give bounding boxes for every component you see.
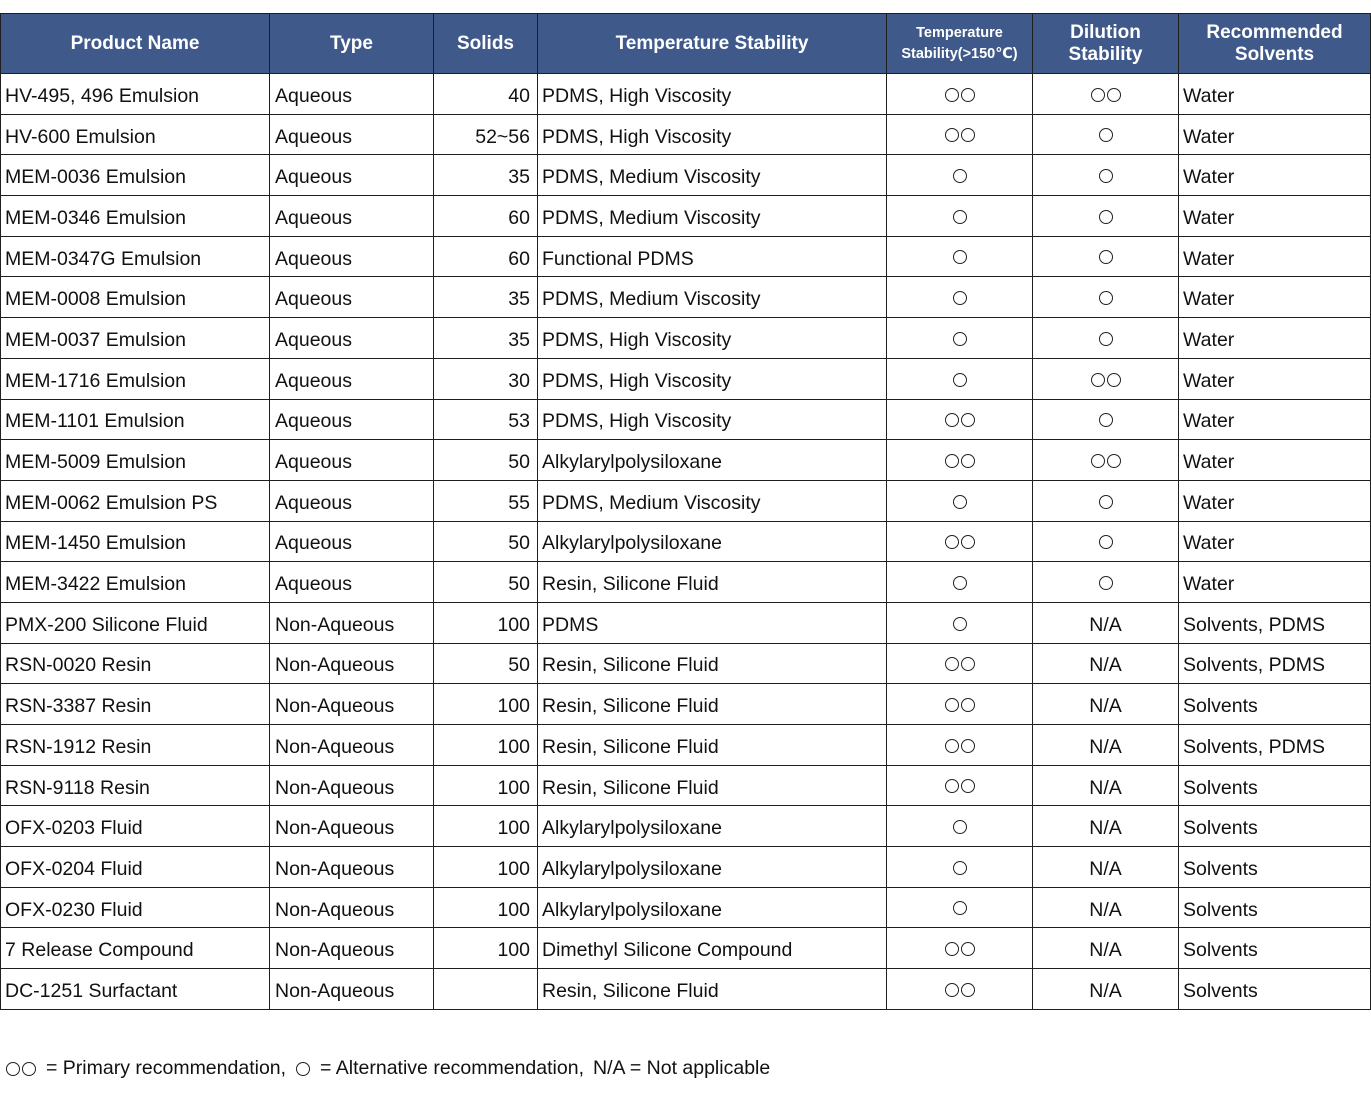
cell-type: Aqueous	[270, 440, 434, 481]
primary-recommendation-icon	[944, 980, 976, 1002]
cell-type: Aqueous	[270, 318, 434, 359]
cell-temp-stability-150	[887, 928, 1033, 969]
circle-icon	[961, 128, 975, 142]
cell-product-name: PMX-200 Silicone Fluid	[1, 602, 270, 643]
cell-temp-stability-150	[887, 684, 1033, 725]
cell-solids: 50	[434, 521, 538, 562]
cell-dilution-stability	[1033, 74, 1179, 115]
cell-type: Aqueous	[270, 480, 434, 521]
cell-recommended-solvents: Solvents	[1179, 887, 1371, 928]
cell-temp-stability-150	[887, 765, 1033, 806]
cell-product-name: MEM-0347G Emulsion	[1, 236, 270, 277]
cell-dilution-stability	[1033, 440, 1179, 481]
cell-product-name: RSN-1912 Resin	[1, 725, 270, 766]
circle-icon	[961, 779, 975, 793]
cell-dilution-stability	[1033, 155, 1179, 196]
primary-recommendation-icon	[944, 532, 976, 554]
cell-product-name: MEM-0036 Emulsion	[1, 155, 270, 196]
cell-dilution-stability	[1033, 277, 1179, 318]
cell-temperature-stability: PDMS, High Viscosity	[538, 318, 887, 359]
table-row	[1, 480, 1371, 521]
legend-primary-text: = Primary recommendation,	[46, 1057, 287, 1079]
primary-recommendation-icon	[944, 410, 976, 432]
cell-type: Aqueous	[270, 399, 434, 440]
alternative-recommendation-icon	[952, 573, 968, 595]
circle-icon	[945, 535, 959, 549]
circle-icon	[1099, 535, 1113, 549]
alternative-recommendation-icon	[1098, 410, 1114, 432]
alternative-recommendation-icon	[952, 248, 968, 270]
cell-product-name: OFX-0230 Fluid	[1, 887, 270, 928]
cell-temp-stability-150	[887, 887, 1033, 928]
cell-dilution-stability	[1033, 196, 1179, 237]
cell-temp-stability-150	[887, 440, 1033, 481]
cell-recommended-solvents: Solvents	[1179, 847, 1371, 888]
circle-icon	[945, 657, 959, 671]
circle-icon	[1099, 169, 1113, 183]
cell-dilution-stability: N/A	[1033, 969, 1179, 1010]
cell-temperature-stability: PDMS, Medium Viscosity	[538, 155, 887, 196]
table-row	[1, 765, 1371, 806]
cell-solids: 60	[434, 196, 538, 237]
alternative-recommendation-icon	[1098, 573, 1114, 595]
cell-product-name: MEM-1716 Emulsion	[1, 358, 270, 399]
alternative-recommendation-icon	[952, 166, 968, 188]
circle-icon	[953, 820, 967, 834]
cell-product-name: RSN-0020 Resin	[1, 643, 270, 684]
cell-temperature-stability: PDMS, High Viscosity	[538, 114, 887, 155]
table-row	[1, 562, 1371, 603]
cell-recommended-solvents: Water	[1179, 399, 1371, 440]
table-row	[1, 643, 1371, 684]
cell-solids: 60	[434, 236, 538, 277]
cell-temperature-stability: PDMS, Medium Viscosity	[538, 277, 887, 318]
primary-recommendation-icon	[944, 939, 976, 961]
cell-recommended-solvents: Solvents	[1179, 806, 1371, 847]
alternative-recommendation-icon	[952, 492, 968, 514]
primary-recommendation-icon	[1090, 451, 1122, 473]
cell-temperature-stability: Resin, Silicone Fluid	[538, 969, 887, 1010]
circle-icon	[945, 454, 959, 468]
cell-solids: 100	[434, 602, 538, 643]
table-row	[1, 277, 1371, 318]
header-solvents-line1: Recommended	[1206, 21, 1343, 43]
cell-type: Aqueous	[270, 114, 434, 155]
cell-product-name: DC-1251 Surfactant	[1, 969, 270, 1010]
primary-recommendation-icon	[944, 126, 976, 148]
cell-temperature-stability: Alkylarylpolysiloxane	[538, 521, 887, 562]
alternative-recommendation-icon	[952, 370, 968, 392]
circle-icon	[1091, 88, 1105, 102]
cell-recommended-solvents: Water	[1179, 74, 1371, 115]
cell-temperature-stability: Alkylarylpolysiloxane	[538, 887, 887, 928]
circle-icon	[961, 535, 975, 549]
primary-recommendation-icon	[944, 654, 976, 676]
cell-type: Aqueous	[270, 358, 434, 399]
circle-icon	[953, 617, 967, 631]
cell-temp-stability-150	[887, 725, 1033, 766]
cell-recommended-solvents: Water	[1179, 114, 1371, 155]
table-row	[1, 114, 1371, 155]
circle-icon	[1107, 88, 1121, 102]
table-row	[1, 887, 1371, 928]
table-row	[1, 399, 1371, 440]
cell-type: Aqueous	[270, 521, 434, 562]
circle-icon	[1099, 291, 1113, 305]
cell-type: Aqueous	[270, 236, 434, 277]
legend	[5, 1057, 770, 1080]
cell-recommended-solvents: Water	[1179, 521, 1371, 562]
circle-icon	[953, 250, 967, 264]
circle-icon	[953, 332, 967, 346]
table-row	[1, 928, 1371, 969]
alternative-recommendation-icon	[952, 329, 968, 351]
cell-recommended-solvents: Water	[1179, 562, 1371, 603]
cell-temperature-stability: PDMS, High Viscosity	[538, 399, 887, 440]
circle-icon	[961, 413, 975, 427]
cell-temperature-stability: Resin, Silicone Fluid	[538, 562, 887, 603]
circle-icon	[953, 495, 967, 509]
cell-recommended-solvents: Water	[1179, 440, 1371, 481]
alternative-recommendation-icon	[1098, 248, 1114, 270]
circle-icon	[945, 942, 959, 956]
primary-recommendation-icon	[944, 777, 976, 799]
table-row	[1, 521, 1371, 562]
cell-dilution-stability	[1033, 318, 1179, 359]
primary-recommendation-icon	[944, 451, 976, 473]
primary-recommendation-icon	[1090, 85, 1122, 107]
cell-dilution-stability: N/A	[1033, 725, 1179, 766]
cell-temperature-stability: Resin, Silicone Fluid	[538, 765, 887, 806]
cell-temperature-stability: Alkylarylpolysiloxane	[538, 440, 887, 481]
circle-icon	[945, 88, 959, 102]
cell-type: Non-Aqueous	[270, 765, 434, 806]
circle-icon	[1099, 413, 1113, 427]
header-row	[1, 14, 1371, 74]
cell-temp-stability-150	[887, 318, 1033, 359]
alternative-recommendation-icon	[952, 899, 968, 921]
cell-temp-stability-150	[887, 969, 1033, 1010]
circle-icon	[953, 291, 967, 305]
alternative-recommendation-icon	[1098, 492, 1114, 514]
cell-temp-stability-150	[887, 806, 1033, 847]
cell-product-name: MEM-0062 Emulsion PS	[1, 480, 270, 521]
cell-dilution-stability: N/A	[1033, 928, 1179, 969]
cell-temp-stability-150	[887, 155, 1033, 196]
cell-recommended-solvents: Water	[1179, 196, 1371, 237]
cell-type: Non-Aqueous	[270, 928, 434, 969]
cell-temp-stability-150	[887, 358, 1033, 399]
legend-primary-symbol	[5, 1057, 37, 1080]
cell-dilution-stability	[1033, 399, 1179, 440]
cell-solids: 100	[434, 806, 538, 847]
circle-icon	[953, 576, 967, 590]
cell-solids: 35	[434, 277, 538, 318]
circle-icon	[961, 698, 975, 712]
cell-temperature-stability: Functional PDMS	[538, 236, 887, 277]
cell-dilution-stability: N/A	[1033, 765, 1179, 806]
cell-solids: 50	[434, 562, 538, 603]
cell-temperature-stability: Resin, Silicone Fluid	[538, 643, 887, 684]
cell-recommended-solvents: Solvents	[1179, 765, 1371, 806]
cell-product-name: HV-495, 496 Emulsion	[1, 74, 270, 115]
circle-icon	[22, 1062, 36, 1076]
cell-product-name: MEM-1450 Emulsion	[1, 521, 270, 562]
table-row	[1, 358, 1371, 399]
cell-recommended-solvents: Solvents	[1179, 684, 1371, 725]
table-row	[1, 196, 1371, 237]
cell-product-name: MEM-0008 Emulsion	[1, 277, 270, 318]
circle-icon	[961, 454, 975, 468]
cell-recommended-solvents: Solvents, PDMS	[1179, 725, 1371, 766]
cell-recommended-solvents: Water	[1179, 277, 1371, 318]
alternative-recommendation-icon	[1098, 329, 1114, 351]
header-type: Type	[270, 14, 434, 74]
circle-icon	[945, 698, 959, 712]
table-row	[1, 155, 1371, 196]
cell-type: Non-Aqueous	[270, 847, 434, 888]
cell-temperature-stability: PDMS	[538, 602, 887, 643]
alternative-recommendation-icon	[952, 207, 968, 229]
circle-icon	[1099, 576, 1113, 590]
cell-temp-stability-150	[887, 562, 1033, 603]
table-row	[1, 725, 1371, 766]
cell-solids: 100	[434, 847, 538, 888]
header-temp-stability-150-line1: Temperature	[916, 24, 1003, 41]
cell-solids: 40	[434, 74, 538, 115]
cell-temperature-stability: PDMS, High Viscosity	[538, 74, 887, 115]
table-row	[1, 440, 1371, 481]
table-body	[1, 74, 1371, 1010]
table-row	[1, 74, 1371, 115]
cell-solids: 100	[434, 887, 538, 928]
circle-icon	[953, 861, 967, 875]
circle-icon	[1099, 495, 1113, 509]
circle-icon	[296, 1062, 310, 1076]
header-solids: Solids	[434, 14, 538, 74]
alternative-recommendation-icon	[952, 817, 968, 839]
cell-recommended-solvents: Water	[1179, 358, 1371, 399]
header-recommended-solvents	[1179, 14, 1371, 74]
circle-icon	[945, 413, 959, 427]
cell-product-name: MEM-3422 Emulsion	[1, 562, 270, 603]
cell-dilution-stability: N/A	[1033, 602, 1179, 643]
cell-temp-stability-150	[887, 602, 1033, 643]
primary-recommendation-icon	[5, 1057, 37, 1079]
cell-dilution-stability	[1033, 521, 1179, 562]
cell-type: Non-Aqueous	[270, 684, 434, 725]
header-dilution-stability	[1033, 14, 1179, 74]
cell-temperature-stability: PDMS, Medium Viscosity	[538, 196, 887, 237]
table-row	[1, 847, 1371, 888]
cell-solids: 30	[434, 358, 538, 399]
circle-icon	[953, 373, 967, 387]
primary-recommendation-icon	[944, 736, 976, 758]
cell-recommended-solvents: Solvents	[1179, 969, 1371, 1010]
circle-icon	[6, 1062, 20, 1076]
cell-temperature-stability: PDMS, High Viscosity	[538, 358, 887, 399]
cell-temp-stability-150	[887, 521, 1033, 562]
cell-dilution-stability	[1033, 358, 1179, 399]
header-product-name: Product Name	[1, 14, 270, 74]
legend-alternative-symbol	[295, 1057, 311, 1080]
header-dilution-line1: Dilution	[1070, 21, 1141, 43]
cell-product-name: HV-600 Emulsion	[1, 114, 270, 155]
cell-product-name: 7 Release Compound	[1, 928, 270, 969]
cell-product-name: RSN-9118 Resin	[1, 765, 270, 806]
alternative-recommendation-icon	[952, 858, 968, 880]
cell-dilution-stability: N/A	[1033, 684, 1179, 725]
cell-type: Non-Aqueous	[270, 887, 434, 928]
cell-solids: 100	[434, 928, 538, 969]
cell-temperature-stability: Resin, Silicone Fluid	[538, 684, 887, 725]
cell-dilution-stability: N/A	[1033, 806, 1179, 847]
cell-recommended-solvents: Water	[1179, 318, 1371, 359]
cell-temp-stability-150	[887, 847, 1033, 888]
header-dilution-line2: Stability	[1068, 43, 1143, 65]
table-row	[1, 236, 1371, 277]
cell-recommended-solvents: Water	[1179, 236, 1371, 277]
circle-icon	[1091, 373, 1105, 387]
circle-icon	[953, 169, 967, 183]
cell-type: Aqueous	[270, 277, 434, 318]
cell-type: Non-Aqueous	[270, 806, 434, 847]
cell-product-name: MEM-0346 Emulsion	[1, 196, 270, 237]
cell-solids: 100	[434, 725, 538, 766]
cell-type: Non-Aqueous	[270, 643, 434, 684]
cell-temp-stability-150	[887, 480, 1033, 521]
table-row	[1, 684, 1371, 725]
cell-type: Aqueous	[270, 196, 434, 237]
cell-solids: 35	[434, 318, 538, 359]
alternative-recommendation-icon	[1098, 207, 1114, 229]
circle-icon	[945, 983, 959, 997]
product-table	[0, 13, 1371, 1010]
table-row	[1, 806, 1371, 847]
cell-dilution-stability	[1033, 562, 1179, 603]
table-row	[1, 602, 1371, 643]
circle-icon	[1107, 373, 1121, 387]
alternative-recommendation-icon	[1098, 532, 1114, 554]
cell-temp-stability-150	[887, 277, 1033, 318]
cell-dilution-stability: N/A	[1033, 887, 1179, 928]
circle-icon	[1091, 454, 1105, 468]
primary-recommendation-icon	[944, 695, 976, 717]
circle-icon	[961, 739, 975, 753]
cell-temp-stability-150	[887, 236, 1033, 277]
primary-recommendation-icon	[1090, 370, 1122, 392]
cell-recommended-solvents: Solvents, PDMS	[1179, 602, 1371, 643]
table-row	[1, 318, 1371, 359]
cell-solids: 35	[434, 155, 538, 196]
header-temperature-stability: Temperature Stability	[538, 14, 887, 74]
legend-na-text: N/A = Not applicable	[592, 1057, 771, 1079]
circle-icon	[1099, 210, 1113, 224]
cell-temp-stability-150	[887, 74, 1033, 115]
cell-solids: 53	[434, 399, 538, 440]
cell-product-name: OFX-0203 Fluid	[1, 806, 270, 847]
circle-icon	[1099, 332, 1113, 346]
header-temp-stability-150-line2: Stability(>150℃)	[901, 45, 1018, 62]
circle-icon	[953, 901, 967, 915]
cell-dilution-stability	[1033, 236, 1179, 277]
cell-solids	[434, 969, 538, 1010]
cell-type: Aqueous	[270, 562, 434, 603]
cell-dilution-stability	[1033, 480, 1179, 521]
cell-recommended-solvents: Solvents, PDMS	[1179, 643, 1371, 684]
circle-icon	[961, 657, 975, 671]
cell-recommended-solvents: Water	[1179, 155, 1371, 196]
primary-recommendation-icon	[944, 85, 976, 107]
circle-icon	[961, 942, 975, 956]
cell-solids: 50	[434, 643, 538, 684]
cell-type: Non-Aqueous	[270, 725, 434, 766]
cell-product-name: OFX-0204 Fluid	[1, 847, 270, 888]
cell-temperature-stability: Alkylarylpolysiloxane	[538, 847, 887, 888]
cell-recommended-solvents: Solvents	[1179, 928, 1371, 969]
cell-solids: 100	[434, 765, 538, 806]
cell-dilution-stability: N/A	[1033, 643, 1179, 684]
cell-solids: 50	[434, 440, 538, 481]
cell-type: Aqueous	[270, 155, 434, 196]
cell-temp-stability-150	[887, 399, 1033, 440]
cell-recommended-solvents: Water	[1179, 480, 1371, 521]
cell-temperature-stability: Dimethyl Silicone Compound	[538, 928, 887, 969]
cell-temperature-stability: Resin, Silicone Fluid	[538, 725, 887, 766]
cell-dilution-stability: N/A	[1033, 847, 1179, 888]
alternative-recommendation-icon	[1098, 166, 1114, 188]
cell-solids: 100	[434, 684, 538, 725]
header-temp-stability-150	[887, 14, 1033, 74]
circle-icon	[1099, 250, 1113, 264]
cell-temp-stability-150	[887, 196, 1033, 237]
cell-type: Non-Aqueous	[270, 602, 434, 643]
circle-icon	[945, 739, 959, 753]
circle-icon	[1099, 128, 1113, 142]
header-solvents-line2: Solvents	[1234, 43, 1315, 65]
cell-type: Aqueous	[270, 74, 434, 115]
circle-icon	[961, 983, 975, 997]
circle-icon	[953, 210, 967, 224]
cell-product-name: RSN-3387 Resin	[1, 684, 270, 725]
cell-type: Non-Aqueous	[270, 969, 434, 1010]
circle-icon	[961, 88, 975, 102]
alternative-recommendation-icon	[952, 614, 968, 636]
legend-alternative-text: = Alternative recommendation,	[320, 1057, 584, 1079]
cell-temperature-stability: Alkylarylpolysiloxane	[538, 806, 887, 847]
cell-temp-stability-150	[887, 114, 1033, 155]
cell-product-name: MEM-5009 Emulsion	[1, 440, 270, 481]
alternative-recommendation-icon	[1098, 126, 1114, 148]
cell-temp-stability-150	[887, 643, 1033, 684]
circle-icon	[945, 128, 959, 142]
alternative-recommendation-icon	[952, 288, 968, 310]
circle-icon	[1107, 454, 1121, 468]
table-row	[1, 969, 1371, 1010]
cell-product-name: MEM-0037 Emulsion	[1, 318, 270, 359]
circle-icon	[945, 779, 959, 793]
alternative-recommendation-icon	[1098, 288, 1114, 310]
cell-dilution-stability	[1033, 114, 1179, 155]
alternative-recommendation-icon	[295, 1057, 311, 1079]
cell-solids: 52~56	[434, 114, 538, 155]
cell-solids: 55	[434, 480, 538, 521]
cell-temperature-stability: PDMS, Medium Viscosity	[538, 480, 887, 521]
cell-product-name: MEM-1101 Emulsion	[1, 399, 270, 440]
